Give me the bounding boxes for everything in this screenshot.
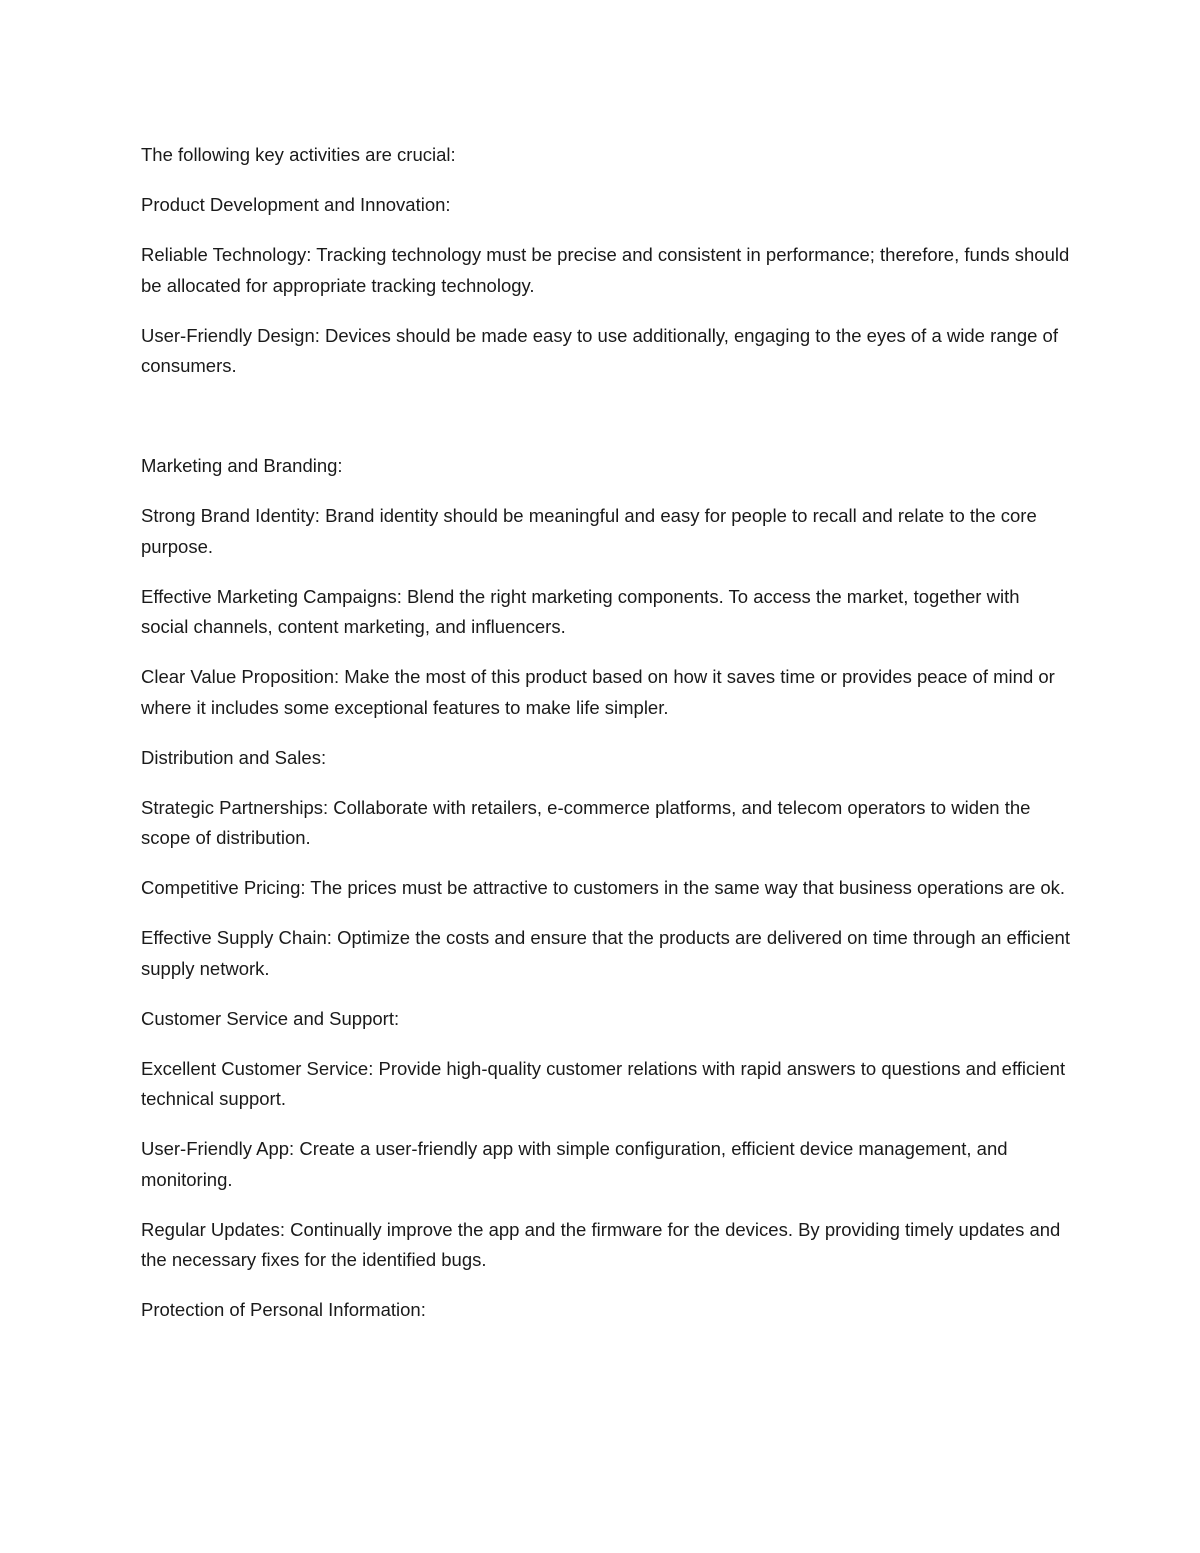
paragraph-effective-supply-chain: Effective Supply Chain: Optimize the costs and ensure that the products are delivered on time through an efficient supply network. bbox=[141, 927, 1070, 979]
paragraph-reliable-technology: Reliable Technology: Tracking technology must be precise and consistent in performance; therefore, funds should be allocated for appropriate tracking technology. bbox=[141, 244, 1070, 296]
paragraph-user-friendly-design: User-Friendly Design: Devices should be made easy to use additionally, engaging to the eyes of a wide range of consumers. bbox=[141, 324, 1058, 376]
intro-paragraph: The following key activities are crucial: bbox=[141, 144, 456, 165]
blank-line bbox=[141, 401, 1071, 451]
paragraph-strategic-partnerships: Strategic Partnerships: Collaborate with retailers, e-commerce platforms, and telecom operators to widen the scope of distribution. bbox=[141, 796, 1031, 848]
section-heading-distribution-sales: Distribution and Sales: bbox=[141, 746, 327, 768]
document-body bbox=[141, 140, 1071, 1345]
paragraph-clear-value-proposition: Clear Value Proposition: Make the most of this product based on how it saves time or provides peace of mind or where it includes some exceptional features to make life simpler. bbox=[141, 666, 1055, 718]
paragraph-excellent-customer-service: Excellent Customer Service: Provide high-quality customer relations with rapid answers to questions and efficient technical support. bbox=[141, 1057, 1066, 1109]
section-heading-marketing-branding: Marketing and Branding: bbox=[141, 455, 343, 476]
paragraph-regular-updates: Regular Updates: Continually improve the app and the firmware for the devices. By providing timely updates and the necessary fixes for the identified bugs. bbox=[141, 1218, 1061, 1270]
paragraph-user-friendly-app: User-Friendly App: Create a user-friendly app with simple configuration, efficient device management, and monitoring. bbox=[141, 1138, 1008, 1190]
paragraph-effective-marketing: Effective Marketing Campaigns: Blend the right marketing components. To access the market, together with social channels, content marketing, and influencers. bbox=[141, 585, 1020, 637]
paragraph-competitive-pricing: Competitive Pricing: The prices must be attractive to customers in the same way that business operations are ok. bbox=[141, 877, 1066, 898]
section-heading-personal-information: Protection of Personal Information: bbox=[141, 1299, 426, 1320]
paragraph-strong-brand-identity: Strong Brand Identity: Brand identity should be meaningful and easy for people to recall and relate to the core purpose. bbox=[141, 505, 1037, 557]
section-heading-customer-service: Customer Service and Support: bbox=[141, 1007, 400, 1029]
section-heading-product-development: Product Development and Innovation: bbox=[141, 194, 451, 215]
